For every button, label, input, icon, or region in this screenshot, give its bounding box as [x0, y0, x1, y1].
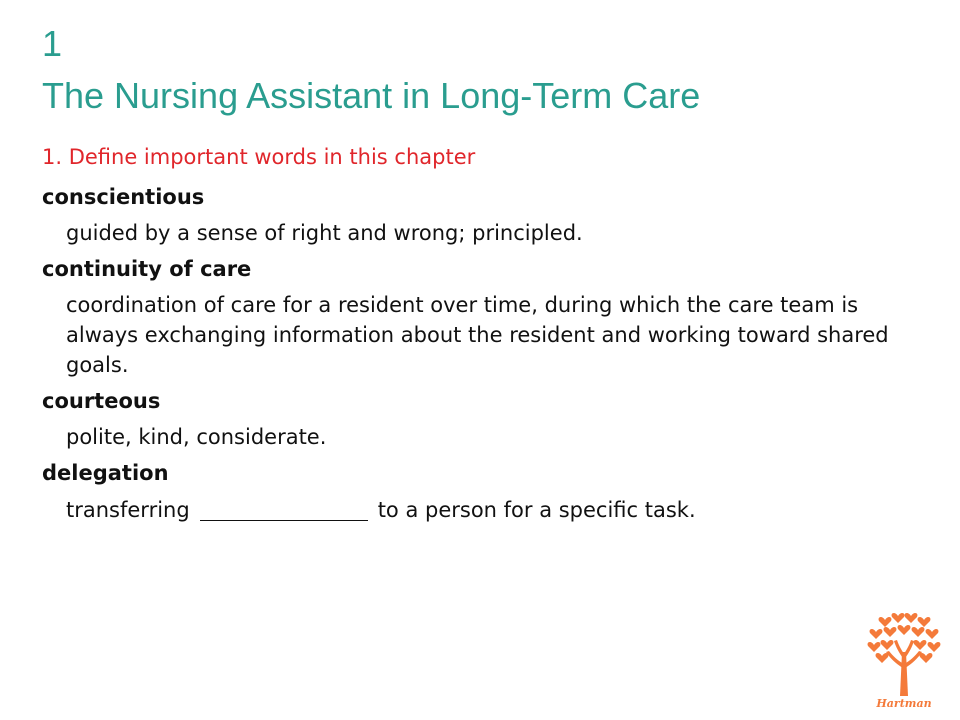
logo-wordmark: Hartman [876, 697, 932, 710]
term-definition: coordination of care for a resident over time, during which the care team is always exchanging information about the resident and working toward shared goals. [66, 293, 889, 377]
term-definition: guided by a sense of right and wrong; principled. [66, 221, 583, 245]
page-title: The Nursing Assistant in Long-Term Care [42, 75, 701, 116]
heart-tree-icon [860, 606, 946, 710]
chapter-number: 1 [42, 23, 63, 64]
term-definition: polite, kind, considerate. [66, 425, 327, 449]
learning-objective: 1. Define important words in this chapter [42, 145, 476, 169]
term-heading: continuity of care [42, 257, 252, 281]
hartman-logo [860, 606, 946, 710]
term-heading: delegation [42, 461, 169, 485]
fill-in-blank [200, 498, 368, 521]
definition-text-after-blank: to a person for a specific task. [377, 498, 696, 522]
term-heading: conscientious [42, 185, 205, 209]
term-heading: courteous [42, 389, 161, 413]
term-definition [66, 494, 932, 525]
term-list [42, 182, 932, 531]
definition-text-before-blank: transferring [66, 498, 190, 522]
